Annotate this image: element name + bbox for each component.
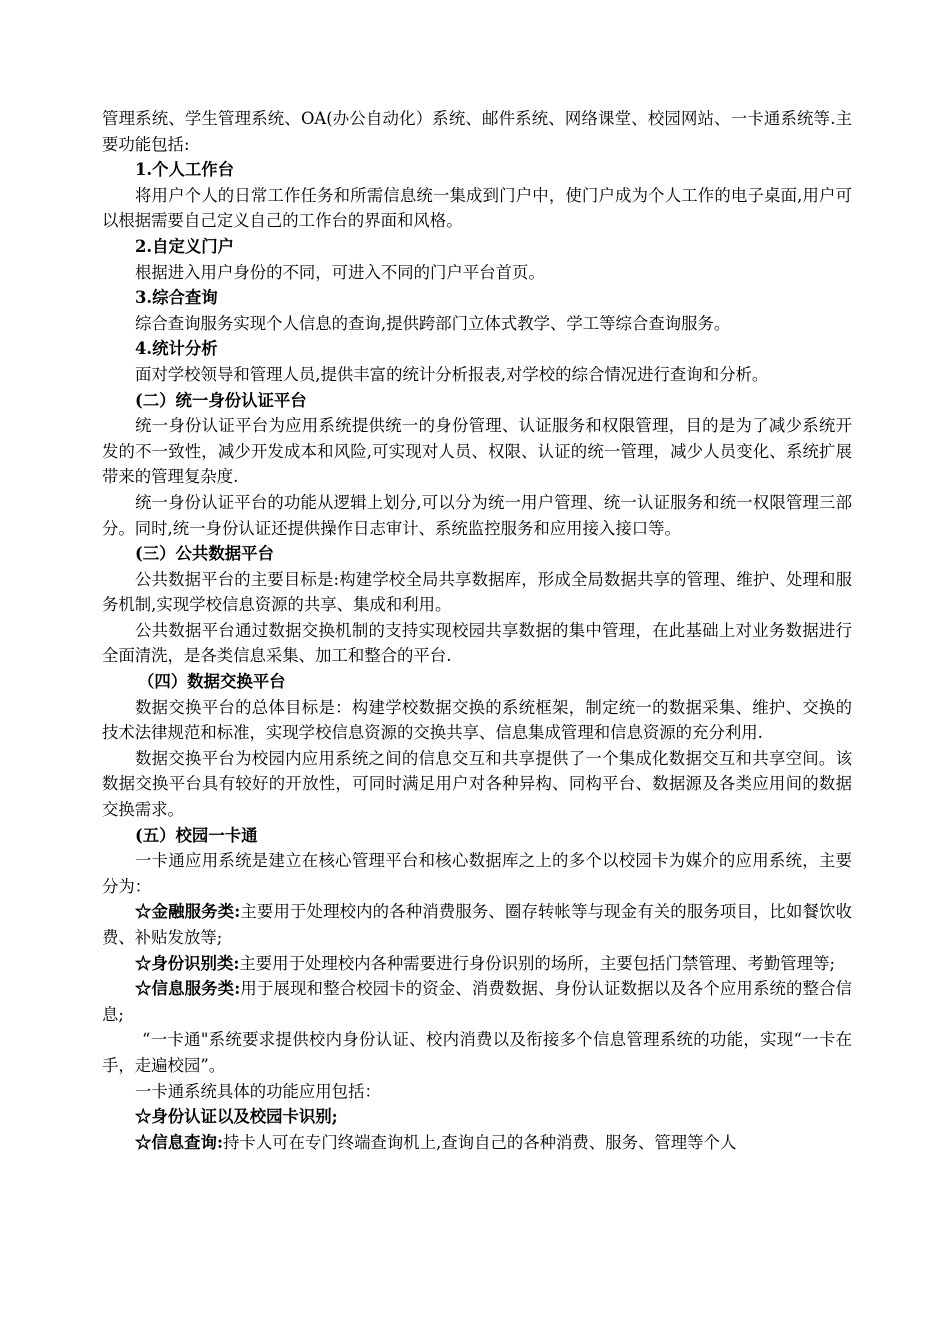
section-heading: 4.统计分析 [135, 339, 218, 359]
paragraph: 统一身份认证平台为应用系统提供统一的身份管理、认证服务和权限管理，目的是为了减少系统开发的不一致性，减少开发成本和风险,可实现对人员、权限、认证的统一管理，减少人员变化、系统扩展带来的管理复杂度. [102, 416, 852, 487]
list-item-text: 主要用于处理校内的各种消费服务、圈存转帐等与现金有关的服务项目，比如餐饮收费、补贴发放等; [102, 902, 853, 947]
paragraph: 根据进入用户身份的不同，可进入不同的门户平台首页。 [135, 262, 545, 282]
list-item [102, 899, 852, 950]
paragraph: 管理系统、学生管理系统、OA(办公自动化）系统、邮件系统、网络课堂、校园网站、一卡通系统等.主要功能包括: [102, 109, 852, 154]
paragraph: 将用户个人的日常工作任务和所需信息统一集成到门户中，使门户成为个人工作的电子桌面,用户可以根据需要自己定义自己的工作台的界面和风格。 [102, 185, 852, 231]
paragraph: 面对学校领导和管理人员,提供丰富的统计分析报表,对学校的综合情况进行查询和分析。 [135, 364, 769, 384]
document-page [102, 106, 852, 1155]
section-heading: 1.个人工作台 [135, 160, 235, 180]
paragraph: 公共数据平台通过数据交换机制的支持实现校园共享数据的集中管理，在此基础上对业务数据进行全面清洗，是各类信息采集、加工和整合的平台. [102, 620, 852, 666]
paragraph: 数据交换平台为校园内应用系统之间的信息交互和共享提供了一个集成化数据交互和共享空间。该数据交换平台具有较好的开放性，可同时满足用户对各种异构、同构平台、数据源及各类应用间的数据交换需求。 [102, 748, 852, 820]
list-item-text: 用于展现和整合校园卡的资金、消费数据、身份认证数据以及各个应用系统的整合信息; [102, 979, 853, 1024]
list-item-text: 持卡人可在专门终端查询机上,查询自己的各种消费、服务、管理等个人 [223, 1132, 737, 1152]
section-heading: 3.综合查询 [135, 288, 218, 308]
section-heading: (二）统一身份认证平台 [135, 390, 307, 410]
list-item-label: ☆身份认证以及校园卡识别; [135, 1107, 338, 1127]
list-item-label: ☆身份识别类: [135, 953, 240, 973]
list-item [102, 951, 852, 977]
paragraph: 综合查询服务实现个人信息的查询,提供跨部门立体式教学、学工等综合查询服务。 [135, 313, 731, 333]
paragraph: 一卡通系统具体的功能应用包括： [135, 1081, 381, 1101]
paragraph: 公共数据平台的主要目标是:构建学校全局共享数据库，形成全局数据共享的管理、维护、处理和服务机制,实现学校信息资源的共享、集成和利用。 [102, 569, 852, 615]
list-item [102, 1130, 852, 1156]
list-item-label: ☆信息服务类: [135, 979, 241, 999]
list-item-text: 主要用于处理校内各种需要进行身份识别的场所，主要包括门禁管理、考勤管理等; [239, 953, 835, 973]
section-heading: (三）公共数据平台 [135, 544, 274, 564]
section-heading: （四）数据交换平台 [138, 672, 286, 692]
list-item-label: ☆信息查询: [135, 1132, 224, 1152]
section-heading: (五）校园一卡通 [135, 825, 258, 845]
paragraph: 数据交换平台的总体目标是：构建学校数据交换的系统框架，制定统一的数据采集、维护、交换的技术法律规范和标准，实现学校信息资源的交换共享、信息集成管理和信息资源的充分利用. [102, 697, 852, 743]
paragraph: 统一身份认证平台的功能从逻辑上划分,可以分为统一用户管理、统一认证服务和统一权限管理三部分。同时,统一身份认证还提供操作日志审计、系统监控服务和应用接入接口等。 [102, 492, 852, 538]
list-item [102, 1104, 852, 1130]
paragraph: “一卡通"系统要求提供校内身份认证、校内消费以及衔接多个信息管理系统的功能，实现“一卡在手，走遍校园”。 [102, 1030, 852, 1075]
paragraph: 一卡通应用系统是建立在核心管理平台和核心数据库之上的多个以校园卡为媒介的应用系统，主要分为： [102, 851, 852, 896]
section-heading: 2.自定义门户 [135, 236, 235, 256]
list-item [102, 976, 852, 1027]
list-item-label: ☆金融服务类: [135, 902, 241, 922]
